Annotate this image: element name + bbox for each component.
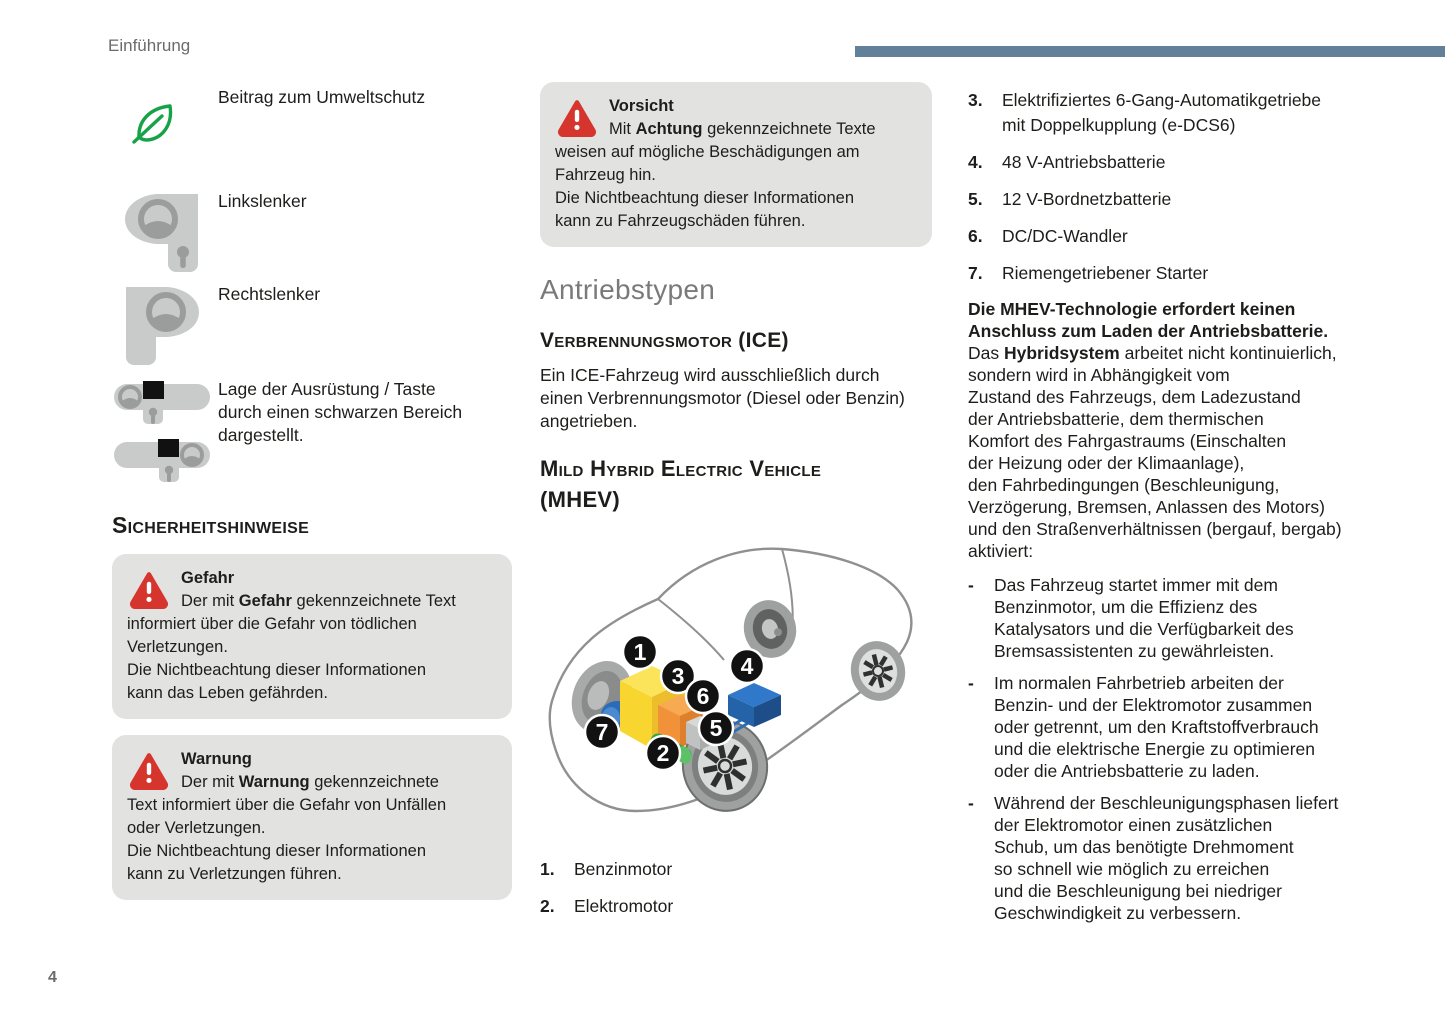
badge-6: 6 (696, 683, 710, 709)
mhev-info-lead: Die MHEV-Technologie erfordert keinen Anschluss zum Laden der Antriebsbatterie. (968, 299, 1329, 341)
caution-intro: Mit Achtung gekennzeichnete Texte (609, 120, 876, 138)
warning-triangle-icon (557, 97, 597, 137)
accent-bar (855, 46, 1445, 57)
component-list (968, 88, 1428, 286)
leaf-icon (112, 84, 218, 154)
warning-intro: Der mit Warnung gekennzeichnete (181, 773, 439, 791)
legend-item-2: 2. Elektromotor (540, 896, 674, 916)
warning-triangle-icon (129, 569, 169, 609)
middle-column (540, 82, 932, 931)
safety-section-heading: Sicherheitshinweise (112, 512, 310, 538)
warning-title: Warnung (181, 750, 252, 768)
equipment-location-icon (112, 376, 218, 492)
mhev-drivetrain-diagram (540, 529, 932, 835)
bullet-item: - Im normalen Fahrbetrieb arbeiten der Benzin- und der Elektromotor zusammen oder getrennt, um den Kraftstoffverbrauch und die elektrische Energie zu optimieren oder die Antriebsbatterie zu laden. (968, 673, 1319, 781)
page-number: 4 (48, 969, 57, 986)
legend-label: Beitrag zum Umweltschutz (218, 87, 426, 107)
component-item-7: 7. Riemengetriebener Starter (968, 263, 1209, 283)
component-item-5: 5. 12 V-Bordnetzbatterie (968, 189, 1172, 209)
legend-label: Linkslenker (218, 191, 307, 211)
badge-4: 4 (740, 653, 754, 679)
danger-intro: Der mit Gefahr gekennzeichnete Text (181, 592, 456, 610)
page-title: Einführung (108, 36, 191, 55)
ice-paragraph: Ein ICE-Fahrzeug wird ausschließlich durch einen Verbrennungsmotor (Diesel oder Benzin) angetrieben. (540, 365, 905, 431)
legend-label: Rechtslenker (218, 284, 321, 304)
mhev-bullet-list (968, 574, 1428, 924)
danger-box (112, 554, 512, 719)
legend-label: Lage der Ausrüstung / Taste durch einen schwarzen Bereich dargestellt. (218, 379, 463, 445)
mhev-info-mixed-line: Das Hybridsystem arbeitet nicht kontinuierlich, (968, 343, 1337, 363)
right-column (968, 88, 1428, 924)
badge-7: 7 (595, 719, 609, 745)
mhev-info-paragraph (968, 298, 1428, 562)
legend-item-equipment-location (112, 376, 512, 492)
danger-title: Gefahr (181, 569, 235, 587)
caution-text: weisen auf mögliche Beschädigungen am Fahrzeug hin. Die Nichtbeachtung dieser Informationen kann zu Fahrzeugschäden führen. (555, 143, 860, 230)
diagram-legend (540, 857, 932, 919)
danger-text: informiert über die Gefahr von tödlichen Verletzungen. Die Nichtbeachtung dieser Informationen kann das Leben gefährden. (127, 615, 427, 702)
bullet-item: - Das Fahrzeug startet immer mit dem Benzinmotor, um die Effizienz des Katalysators und die Verfügbarkeit des Bremsassistenten zu gewährleisten. (968, 575, 1294, 661)
badge-3: 3 (671, 663, 685, 689)
legend-item-1: 1. Benzinmotor (540, 859, 673, 879)
warning-text: Text informiert über die Gefahr von Unfällen oder Verletzungen. Die Nichtbeachtung dieser Informationen kann zu Verletzungen führen. (127, 796, 447, 883)
component-item-6: 6. DC/DC-Wandler (968, 226, 1128, 246)
legend-item-lhd (112, 190, 512, 280)
badge-2: 2 (656, 740, 670, 766)
warning-triangle-icon (129, 750, 169, 790)
left-hand-drive-icon (112, 190, 218, 280)
mhev-heading: Mild Hybrid Electric Vehicle (MHEV) (540, 456, 822, 512)
badge-1: 1 (633, 639, 647, 665)
warning-box (112, 735, 512, 900)
component-item-3: 3. Elektrifiziertes 6-Gang-Automatikgetriebe mit Doppelkupplung (e-DCS6) (968, 90, 1322, 135)
component-item-4: 4. 48 V-Antriebsbatterie (968, 152, 1166, 172)
drivetrain-section-heading: Antriebstypen (540, 274, 716, 305)
legend-item-environment (112, 84, 512, 154)
caution-title: Vorsicht (609, 97, 674, 115)
badge-5: 5 (709, 715, 723, 741)
bullet-item: - Während der Beschleunigungsphasen liefert der Elektromotor einen zusätzlichen Schub, um das benötigte Drehmoment so schnell wie möglich zu erreichen und die Beschleunigung bei niedriger Geschwindigkeit zu verbessern. (968, 793, 1339, 923)
ice-heading: Verbrennungsmotor (ICE) (540, 329, 789, 352)
left-column (112, 84, 512, 916)
caution-box (540, 82, 932, 247)
legend-item-rhd (112, 283, 512, 373)
mhev-info-body: sondern wird in Abhängigkeit vom Zustand des Fahrzeugs, dem Ladezustand der Antriebsbatterie, dem thermischen Komfort des Fahrgastraums (Einschalten der Heizung oder der Klimaanlage), den Fahrbedingungen (Beschleunigung, Verzögerung, Bremsen, Anlassen des Motors) und den Straßenverhältnissen (bergauf, bergab) aktiviert: (968, 365, 1342, 561)
right-hand-drive-icon (112, 283, 218, 373)
